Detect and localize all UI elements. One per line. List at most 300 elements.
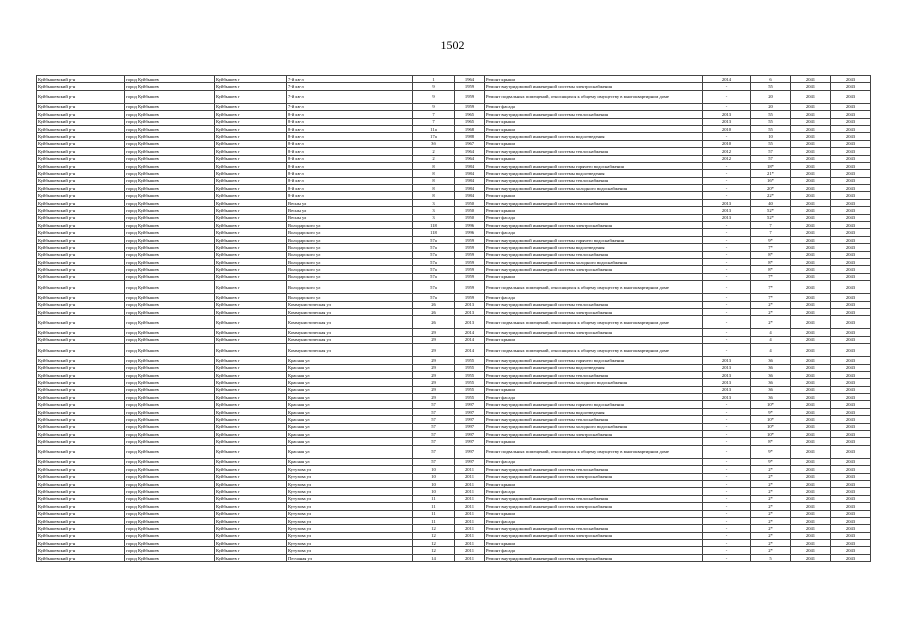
cell-locality: Куйбышев г xyxy=(215,344,287,357)
cell-value: 9* xyxy=(751,408,791,415)
cell-district: Куйбышевский р-н xyxy=(37,480,125,487)
cell-year: 2011 xyxy=(455,480,485,487)
cell-year: 1959 xyxy=(455,273,485,280)
cell-district: Куйбышевский р-н xyxy=(37,185,125,192)
cell-house: 57а xyxy=(413,266,455,273)
cell-prev-year: - xyxy=(703,251,751,258)
cell-street: Кутузова ул xyxy=(287,473,413,480)
cell-street: Володарского ул xyxy=(287,244,413,251)
cell-plan-start: 2041 xyxy=(791,125,831,132)
cell-locality: Куйбышев г xyxy=(215,308,287,315)
cell-settlement: город Куйбышев xyxy=(125,554,215,561)
cell-plan-end: 2043 xyxy=(831,236,871,243)
cell-settlement: город Куйбышев xyxy=(125,177,215,184)
cell-work-type: Ремонт внутридомовой инженерной системы теплоснабжения xyxy=(485,416,703,423)
cell-prev-year: - xyxy=(703,473,751,480)
cell-street: Весны ул xyxy=(287,199,413,206)
cell-prev-year: - xyxy=(703,170,751,177)
cell-settlement: город Куйбышев xyxy=(125,316,215,329)
cell-street: Кутузова ул xyxy=(287,540,413,547)
cell-street: Коммунистическая ул xyxy=(287,336,413,343)
cell-district: Куйбышевский р-н xyxy=(37,394,125,401)
cell-locality: Куйбышев г xyxy=(215,466,287,473)
cell-work-type: Ремонт внутридомовой инженерной системы электроснабжения xyxy=(485,308,703,315)
cell-work-type: Ремонт внутридомовой инженерной системы холодного водоснабжения xyxy=(485,258,703,265)
cell-plan-end: 2043 xyxy=(831,76,871,83)
cell-locality: Куйбышев г xyxy=(215,371,287,378)
cell-settlement: город Куйбышев xyxy=(125,83,215,90)
cell-district: Куйбышевский р-н xyxy=(37,466,125,473)
cell-work-type: Ремонт внутридомовой инженерной системы водоотведения xyxy=(485,133,703,140)
cell-house: 29 xyxy=(413,336,455,343)
cell-work-type: Ремонт внутридомовой инженерной системы электроснабжения xyxy=(485,266,703,273)
cell-work-type: Ремонт внутридомовой инженерной системы электроснабжения xyxy=(485,503,703,510)
table-row xyxy=(37,438,871,445)
cell-prev-year: - xyxy=(703,503,751,510)
cell-year: 1950 xyxy=(455,207,485,214)
cell-street: Коммунистическая ул xyxy=(287,344,413,357)
cell-house: 57а xyxy=(413,244,455,251)
cell-plan-start: 2041 xyxy=(791,133,831,140)
cell-district: Куйбышевский р-н xyxy=(37,301,125,308)
cell-house: 29 xyxy=(413,329,455,336)
cell-value: 2* xyxy=(751,488,791,495)
cell-street: Весны ул xyxy=(287,207,413,214)
cell-plan-end: 2043 xyxy=(831,386,871,393)
cell-district: Куйбышевский р-н xyxy=(37,408,125,415)
table-row xyxy=(37,192,871,199)
cell-settlement: город Куйбышев xyxy=(125,495,215,502)
cell-plan-start: 2041 xyxy=(791,90,831,103)
cell-value: 20* xyxy=(751,185,791,192)
cell-street: Красная ул xyxy=(287,445,413,458)
cell-district: Куйбышевский р-н xyxy=(37,133,125,140)
cell-prev-year: - xyxy=(703,308,751,315)
table-row xyxy=(37,177,871,184)
cell-settlement: город Куйбышев xyxy=(125,76,215,83)
cell-year: 2013 xyxy=(455,316,485,329)
cell-house: 17а xyxy=(413,133,455,140)
cell-street: Кутузова ул xyxy=(287,503,413,510)
cell-settlement: город Куйбышев xyxy=(125,222,215,229)
cell-plan-start: 2041 xyxy=(791,207,831,214)
cell-year: 1996 xyxy=(455,229,485,236)
cell-year: 1955 xyxy=(455,386,485,393)
cell-locality: Куйбышев г xyxy=(215,357,287,364)
cell-district: Куйбышевский р-н xyxy=(37,222,125,229)
cell-house: 12 xyxy=(413,540,455,547)
cell-locality: Куйбышев г xyxy=(215,177,287,184)
cell-settlement: город Куйбышев xyxy=(125,473,215,480)
cell-street: Кутузова ул xyxy=(287,525,413,532)
cell-plan-start: 2041 xyxy=(791,236,831,243)
cell-year: 2011 xyxy=(455,532,485,539)
cell-prev-year: - xyxy=(703,316,751,329)
cell-value: 10* xyxy=(751,431,791,438)
cell-work-type: Ремонт крыши xyxy=(485,140,703,147)
cell-district: Куйбышевский р-н xyxy=(37,266,125,273)
cell-plan-start: 2041 xyxy=(791,438,831,445)
cell-plan-start: 2041 xyxy=(791,229,831,236)
cell-house: 7 xyxy=(413,118,455,125)
cell-district: Куйбышевский р-н xyxy=(37,111,125,118)
cell-plan-end: 2043 xyxy=(831,258,871,265)
cell-value: 20 xyxy=(751,103,791,110)
cell-settlement: город Куйбышев xyxy=(125,125,215,132)
cell-street: Володарского ул xyxy=(287,236,413,243)
cell-house: 10 xyxy=(413,466,455,473)
cell-year: 1997 xyxy=(455,401,485,408)
table-row xyxy=(37,401,871,408)
cell-house: 57 xyxy=(413,401,455,408)
cell-district: Куйбышевский р-н xyxy=(37,83,125,90)
cell-work-type: Ремонт внутридомовой инженерной системы теплоснабжения xyxy=(485,111,703,118)
cell-work-type: Ремонт внутридомовой инженерной системы водоотведения xyxy=(485,364,703,371)
cell-work-type: Ремонт внутридомовой инженерной системы водоотведения xyxy=(485,244,703,251)
cell-street: Красная ул xyxy=(287,416,413,423)
cell-value: 2* xyxy=(751,473,791,480)
cell-plan-end: 2043 xyxy=(831,423,871,430)
table-row xyxy=(37,170,871,177)
cell-value: 16* xyxy=(751,177,791,184)
cell-street: 8-й кв-л xyxy=(287,192,413,199)
cell-district: Куйбышевский р-н xyxy=(37,125,125,132)
cell-street: Красная ул xyxy=(287,357,413,364)
cell-year: 2014 xyxy=(455,329,485,336)
cell-locality: Куйбышев г xyxy=(215,416,287,423)
cell-value: 36 xyxy=(751,379,791,386)
cell-locality: Куйбышев г xyxy=(215,207,287,214)
cell-district: Куйбышевский р-н xyxy=(37,214,125,221)
cell-plan-start: 2041 xyxy=(791,473,831,480)
table-row xyxy=(37,316,871,329)
cell-value: 2* xyxy=(751,525,791,532)
table-row xyxy=(37,251,871,258)
cell-plan-start: 2041 xyxy=(791,401,831,408)
cell-house: 10 xyxy=(413,480,455,487)
cell-locality: Куйбышев г xyxy=(215,90,287,103)
cell-street: Володарского ул xyxy=(287,251,413,258)
cell-settlement: город Куйбышев xyxy=(125,111,215,118)
cell-plan-end: 2043 xyxy=(831,133,871,140)
cell-settlement: город Куйбышев xyxy=(125,294,215,301)
cell-locality: Куйбышев г xyxy=(215,473,287,480)
cell-value: 21* xyxy=(751,170,791,177)
cell-value: 2* xyxy=(751,495,791,502)
cell-plan-end: 2043 xyxy=(831,344,871,357)
cell-house: 29 xyxy=(413,357,455,364)
cell-settlement: город Куйбышев xyxy=(125,140,215,147)
cell-value: 10* xyxy=(751,416,791,423)
cell-plan-end: 2043 xyxy=(831,408,871,415)
cell-plan-start: 2041 xyxy=(791,336,831,343)
cell-plan-start: 2041 xyxy=(791,83,831,90)
cell-plan-start: 2041 xyxy=(791,273,831,280)
cell-value: 6 xyxy=(751,76,791,83)
cell-prev-year: - xyxy=(703,185,751,192)
cell-locality: Куйбышев г xyxy=(215,148,287,155)
cell-work-type: Ремонт крыши xyxy=(485,273,703,280)
cell-settlement: город Куйбышев xyxy=(125,301,215,308)
cell-year: 1984 xyxy=(455,170,485,177)
cell-work-type: Ремонт внутридомовой инженерной системы электроснабжения xyxy=(485,431,703,438)
cell-plan-start: 2041 xyxy=(791,394,831,401)
cell-plan-end: 2043 xyxy=(831,308,871,315)
cell-street: Красная ул xyxy=(287,408,413,415)
cell-locality: Куйбышев г xyxy=(215,103,287,110)
cell-plan-end: 2043 xyxy=(831,185,871,192)
cell-work-type: Ремонт внутридомовой инженерной системы водоотведения xyxy=(485,170,703,177)
cell-settlement: город Куйбышев xyxy=(125,423,215,430)
cell-settlement: город Куйбышев xyxy=(125,371,215,378)
table-row xyxy=(37,162,871,169)
cell-settlement: город Куйбышев xyxy=(125,90,215,103)
cell-district: Куйбышевский р-н xyxy=(37,423,125,430)
cell-value: 2* xyxy=(751,316,791,329)
cell-plan-start: 2041 xyxy=(791,177,831,184)
cell-house: 8 xyxy=(413,162,455,169)
cell-settlement: город Куйбышев xyxy=(125,532,215,539)
table-row xyxy=(37,229,871,236)
cell-prev-year: - xyxy=(703,458,751,465)
cell-house: 57 xyxy=(413,458,455,465)
cell-house: 11 xyxy=(413,503,455,510)
cell-plan-end: 2043 xyxy=(831,244,871,251)
cell-street: Володарского ул xyxy=(287,258,413,265)
cell-settlement: город Куйбышев xyxy=(125,357,215,364)
table-row xyxy=(37,525,871,532)
cell-street: Красная ул xyxy=(287,423,413,430)
cell-house: 57 xyxy=(413,423,455,430)
cell-value: 7* xyxy=(751,273,791,280)
cell-locality: Куйбышев г xyxy=(215,281,287,294)
cell-work-type: Ремонт внутридомовой инженерной системы теплоснабжения xyxy=(485,148,703,155)
cell-year: 1955 xyxy=(455,371,485,378)
cell-street: 8-й кв-л xyxy=(287,133,413,140)
cell-year: 1959 xyxy=(455,281,485,294)
cell-plan-start: 2041 xyxy=(791,251,831,258)
cell-work-type: Ремонт крыши xyxy=(485,540,703,547)
cell-prev-year: 2013 xyxy=(703,214,751,221)
cell-year: 1984 xyxy=(455,177,485,184)
cell-street: 8-й кв-л xyxy=(287,118,413,125)
cell-value: 9* xyxy=(751,445,791,458)
cell-settlement: город Куйбышев xyxy=(125,540,215,547)
cell-plan-start: 2041 xyxy=(791,329,831,336)
cell-plan-end: 2043 xyxy=(831,336,871,343)
cell-year: 1959 xyxy=(455,244,485,251)
cell-district: Куйбышевский р-н xyxy=(37,445,125,458)
cell-year: 2014 xyxy=(455,336,485,343)
cell-house: 3 xyxy=(413,207,455,214)
cell-plan-start: 2041 xyxy=(791,532,831,539)
cell-locality: Куйбышев г xyxy=(215,170,287,177)
cell-district: Куйбышевский р-н xyxy=(37,344,125,357)
cell-district: Куйбышевский р-н xyxy=(37,547,125,554)
cell-prev-year: - xyxy=(703,488,751,495)
cell-settlement: город Куйбышев xyxy=(125,445,215,458)
cell-prev-year: 2013 xyxy=(703,394,751,401)
table-row xyxy=(37,118,871,125)
cell-plan-start: 2041 xyxy=(791,416,831,423)
cell-year: 2011 xyxy=(455,525,485,532)
cell-district: Куйбышевский р-н xyxy=(37,162,125,169)
cell-work-type: Ремонт внутридомовой инженерной системы электроснабжения xyxy=(485,83,703,90)
cell-district: Куйбышевский р-н xyxy=(37,379,125,386)
cell-value: 7* xyxy=(751,244,791,251)
page-number: 1502 xyxy=(440,38,465,52)
cell-district: Куйбышевский р-н xyxy=(37,357,125,364)
cell-prev-year: - xyxy=(703,229,751,236)
cell-district: Куйбышевский р-н xyxy=(37,251,125,258)
cell-value: 2* xyxy=(751,532,791,539)
cell-house: 57 xyxy=(413,416,455,423)
cell-locality: Куйбышев г xyxy=(215,495,287,502)
cell-house: 11 xyxy=(413,517,455,524)
cell-settlement: город Куйбышев xyxy=(125,438,215,445)
cell-plan-end: 2043 xyxy=(831,118,871,125)
table-row xyxy=(37,76,871,83)
cell-value: 2* xyxy=(751,480,791,487)
cell-plan-start: 2041 xyxy=(791,510,831,517)
cell-prev-year: - xyxy=(703,329,751,336)
cell-street: Весны ул xyxy=(287,214,413,221)
cell-locality: Куйбышев г xyxy=(215,503,287,510)
cell-locality: Куйбышев г xyxy=(215,294,287,301)
cell-plan-start: 2041 xyxy=(791,155,831,162)
cell-year: 2013 xyxy=(455,308,485,315)
cell-value: 55 xyxy=(751,83,791,90)
cell-work-type: Ремонт фасада xyxy=(485,547,703,554)
table-row xyxy=(37,133,871,140)
cell-year: 1984 xyxy=(455,162,485,169)
table-row xyxy=(37,308,871,315)
cell-street: Красная ул xyxy=(287,371,413,378)
table-row xyxy=(37,273,871,280)
table-body xyxy=(37,76,871,562)
cell-house: 12 xyxy=(413,532,455,539)
cell-district: Куйбышевский р-н xyxy=(37,336,125,343)
cell-year: 1997 xyxy=(455,445,485,458)
cell-house: 3б xyxy=(413,140,455,147)
cell-street: Кутузова ул xyxy=(287,547,413,554)
cell-district: Куйбышевский р-н xyxy=(37,140,125,147)
cell-value: 22* xyxy=(751,192,791,199)
table-row xyxy=(37,83,871,90)
cell-district: Куйбышевский р-н xyxy=(37,364,125,371)
cell-plan-end: 2043 xyxy=(831,199,871,206)
cell-prev-year: 2010 xyxy=(703,125,751,132)
cell-house: 10 xyxy=(413,488,455,495)
cell-district: Куйбышевский р-н xyxy=(37,431,125,438)
cell-street: 7-й кв-л xyxy=(287,103,413,110)
cell-year: 2011 xyxy=(455,510,485,517)
cell-work-type: Ремонт внутридомовой инженерной системы теплоснабжения xyxy=(485,251,703,258)
cell-work-type: Ремонт внутридомовой инженерной системы теплоснабжения xyxy=(485,466,703,473)
cell-work-type: Ремонт внутридомовой инженерной системы холодного водоснабжения xyxy=(485,185,703,192)
cell-settlement: город Куйбышев xyxy=(125,386,215,393)
cell-plan-end: 2043 xyxy=(831,371,871,378)
cell-district: Куйбышевский р-н xyxy=(37,308,125,315)
cell-locality: Куйбышев г xyxy=(215,438,287,445)
cell-value: 52* xyxy=(751,214,791,221)
table-row xyxy=(37,125,871,132)
table-row xyxy=(37,495,871,502)
cell-plan-end: 2043 xyxy=(831,547,871,554)
cell-house: 8 xyxy=(413,185,455,192)
cell-settlement: город Куйбышев xyxy=(125,258,215,265)
cell-house: 12 xyxy=(413,525,455,532)
cell-work-type: Ремонт фасада xyxy=(485,229,703,236)
cell-plan-start: 2041 xyxy=(791,431,831,438)
cell-work-type: Ремонт фасада xyxy=(485,517,703,524)
cell-year: 2014 xyxy=(455,344,485,357)
cell-plan-end: 2043 xyxy=(831,364,871,371)
cell-plan-start: 2041 xyxy=(791,364,831,371)
cell-settlement: город Куйбышев xyxy=(125,401,215,408)
cell-prev-year: - xyxy=(703,408,751,415)
cell-settlement: город Куйбышев xyxy=(125,525,215,532)
cell-plan-start: 2041 xyxy=(791,76,831,83)
cell-settlement: город Куйбышев xyxy=(125,214,215,221)
cell-plan-end: 2043 xyxy=(831,329,871,336)
cell-street: 8-й кв-л xyxy=(287,125,413,132)
cell-value: 2* xyxy=(751,510,791,517)
cell-plan-end: 2043 xyxy=(831,294,871,301)
cell-settlement: город Куйбышев xyxy=(125,379,215,386)
table-row xyxy=(37,185,871,192)
cell-plan-start: 2041 xyxy=(791,258,831,265)
table-row xyxy=(37,281,871,294)
cell-work-type: Ремонт подвальных помещений, относящихся к общему имуществу в многоквартирном доме xyxy=(485,90,703,103)
cell-value: 36 xyxy=(751,364,791,371)
cell-year: 1965 xyxy=(455,118,485,125)
cell-value: 57 xyxy=(751,148,791,155)
cell-year: 1959 xyxy=(455,90,485,103)
cell-plan-start: 2041 xyxy=(791,103,831,110)
cell-value: 4 xyxy=(751,344,791,357)
cell-settlement: город Куйбышев xyxy=(125,480,215,487)
cell-street: 8-й кв-л xyxy=(287,170,413,177)
cell-prev-year: - xyxy=(703,133,751,140)
cell-year: 1965 xyxy=(455,111,485,118)
cell-year: 1950 xyxy=(455,214,485,221)
cell-plan-end: 2043 xyxy=(831,148,871,155)
table-row xyxy=(37,90,871,103)
cell-house: 9 xyxy=(413,83,455,90)
cell-year: 1997 xyxy=(455,431,485,438)
cell-street: Володарского ул xyxy=(287,294,413,301)
cell-work-type: Ремонт внутридомовой инженерной системы электроснабжения xyxy=(485,329,703,336)
cell-street: Коммунистическая ул xyxy=(287,301,413,308)
cell-value: 2* xyxy=(751,540,791,547)
table-row xyxy=(37,155,871,162)
cell-year: 1959 xyxy=(455,103,485,110)
cell-locality: Куйбышев г xyxy=(215,510,287,517)
cell-settlement: город Куйбышев xyxy=(125,162,215,169)
cell-year: 2011 xyxy=(455,466,485,473)
cell-plan-end: 2043 xyxy=(831,90,871,103)
cell-value: 55 xyxy=(751,118,791,125)
cell-value: 55 xyxy=(751,111,791,118)
cell-house: 12 xyxy=(413,547,455,554)
cell-settlement: город Куйбышев xyxy=(125,192,215,199)
table-row xyxy=(37,532,871,539)
cell-street: Кутузова ул xyxy=(287,495,413,502)
cell-district: Куйбышевский р-н xyxy=(37,517,125,524)
table-row xyxy=(37,244,871,251)
cell-settlement: город Куйбышев xyxy=(125,308,215,315)
